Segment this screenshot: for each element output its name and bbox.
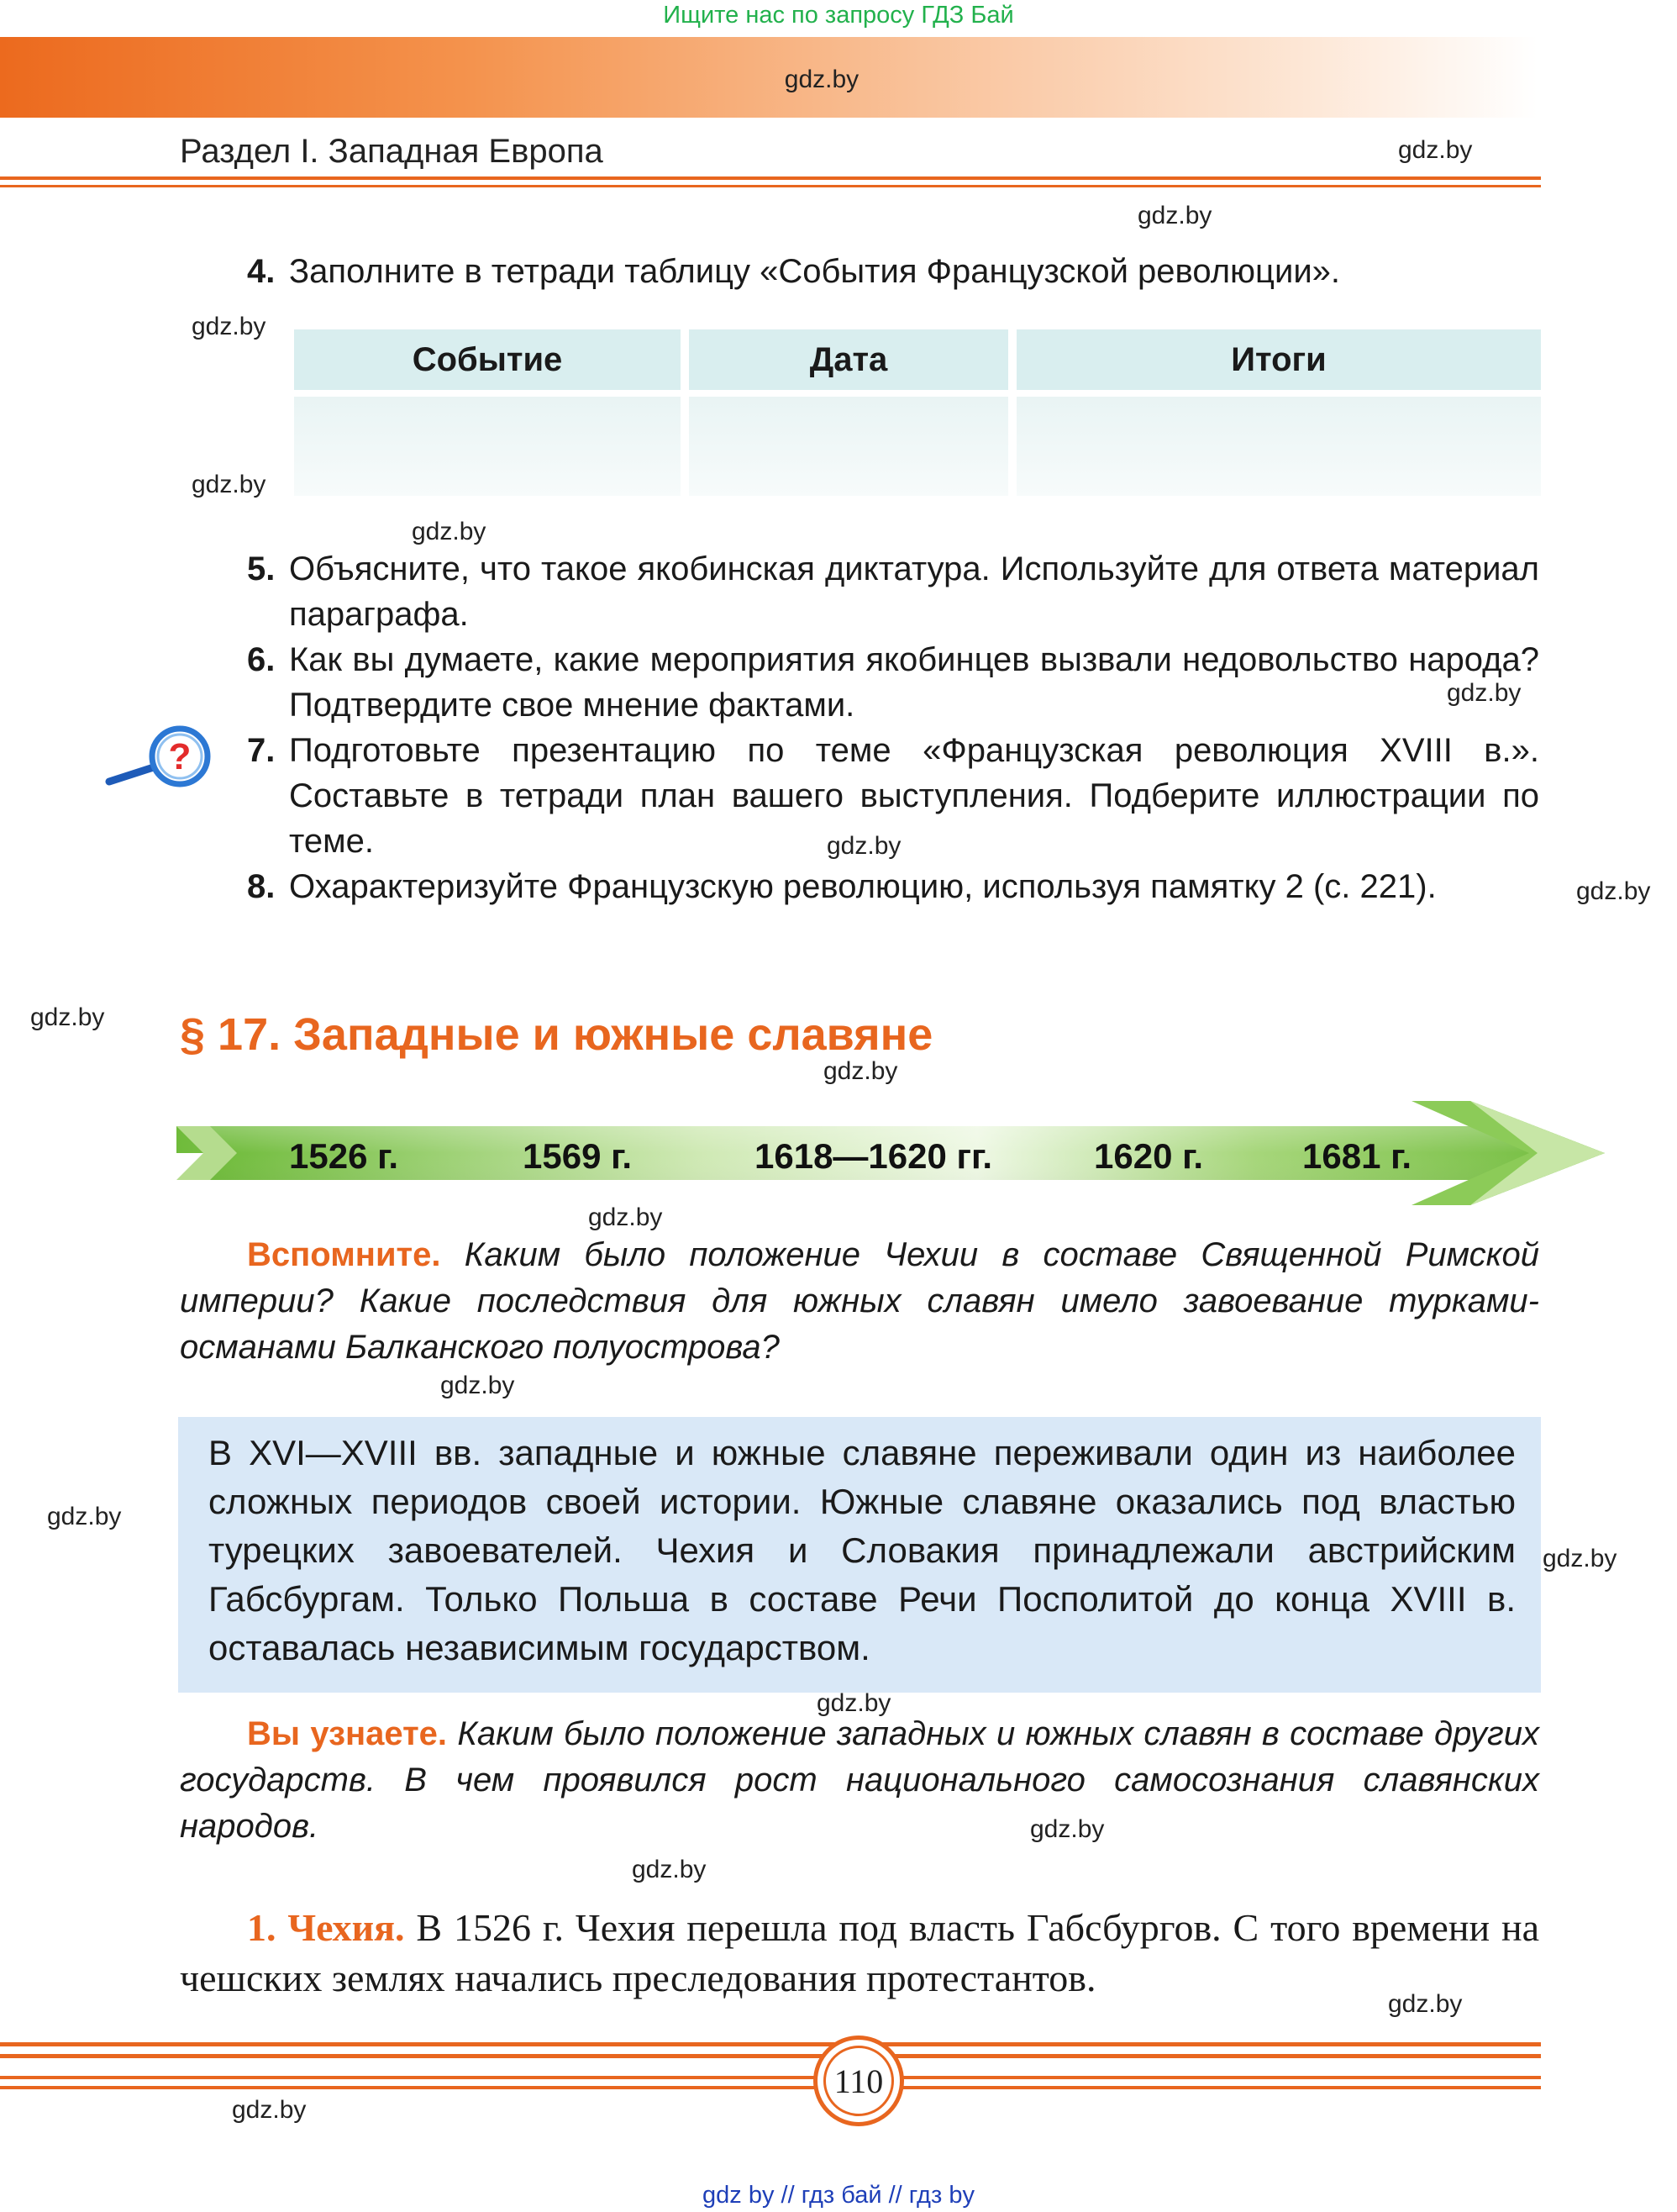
table-cell (294, 397, 681, 496)
section-heading: 1. Чехия. (247, 1906, 405, 1949)
page-number: 110 (823, 2046, 894, 2116)
watermark: gdz.by (1543, 1545, 1617, 1572)
task-text: Заполните в тетради таблицу «События Французской революции». (289, 253, 1341, 290)
task-6 (247, 637, 1539, 728)
top-promo: Ищите нас по запросу ГДЗ Бай (663, 2, 1014, 29)
timeline-year: 1620 г. (1094, 1136, 1204, 1176)
watermark: gdz.by (1138, 202, 1212, 229)
watermark: gdz.by (827, 832, 902, 860)
table-header-cell: Дата (689, 329, 1008, 390)
watermark: gdz.by (232, 2096, 307, 2124)
bottom-links[interactable]: gdz by // гдз бай // гдз by (702, 2182, 975, 2209)
recall-label: Вспомните. (247, 1236, 441, 1273)
watermark: gdz.by (440, 1372, 515, 1399)
recall-block (180, 1232, 1539, 1371)
recall-text: Каким было положение Чехии в составе Священной Римской империи? Какие последствия для южных славян имело завоевание турками-османами Балканского полуострова? (180, 1236, 1539, 1366)
task-8 (247, 864, 1539, 909)
task-text: Объясните, что такое якобинская диктатура. Используйте для ответа материал параграфа. (289, 550, 1539, 633)
watermark: gdz.by (192, 471, 266, 498)
task-number: 5. (247, 550, 276, 587)
watermark: gdz.by (823, 1057, 898, 1085)
svg-text:?: ? (168, 736, 192, 777)
watermark: gdz.by (817, 1689, 891, 1717)
watermark: gdz.by (1576, 877, 1651, 905)
body-text: В 1526 г. Чехия перешла под власть Габсбургов. С того времени на чешских землях начались преследования протестантов. (180, 1906, 1539, 1999)
learn-text: Каким было положение западных и южных славян в составе других государств. В чем проявился рост национального самосознания славянских народов. (180, 1715, 1539, 1845)
paragraph-title: § 17. Западные и южные славяне (180, 1009, 933, 1060)
table-cell (1017, 397, 1541, 496)
timeline-year: 1618—1620 гг. (754, 1136, 992, 1176)
footer-rule (0, 2054, 1541, 2058)
header-rule-top (0, 176, 1541, 180)
table-header-cell: Событие (294, 329, 681, 390)
watermark: gdz.by (1398, 136, 1473, 164)
watermark: gdz.by (30, 1003, 105, 1031)
learn-label: Вы узнаете. (247, 1715, 448, 1752)
section-header: Раздел I. Западная Европа (180, 133, 603, 170)
intro-text: В XVI—XVIII вв. западные и южные славяне переживали один из наиболее сложных периодов своей истории. Южные славяне оказались под властью турецких завоевателей. Чехия и Словакия принадлежали австрийским Габсбургам. Только Польша в составе Речи Посполитой до конца XVIII в. оставалась независимым государством. (208, 1433, 1516, 1667)
watermark: gdz.by (1030, 1815, 1105, 1843)
task-number: 7. (247, 732, 276, 769)
footer-rule (0, 2042, 1541, 2046)
watermark: gdz.by (632, 1856, 707, 1883)
watermark: gdz.by (47, 1503, 122, 1530)
header-rule-bottom (0, 185, 1541, 187)
footer-rule (0, 2076, 1541, 2079)
learn-block (180, 1711, 1539, 1850)
watermark: gdz.by (1447, 679, 1522, 707)
task-number: 6. (247, 641, 276, 678)
banner-watermark: gdz.by (784, 66, 860, 93)
table-header-cell: Итоги (1017, 329, 1541, 390)
task-5 (247, 546, 1539, 637)
task-text: Подготовьте презентацию по теме «Французская революция XVIII в.». Составьте в тетради план вашего выступления. Подберите иллюстрации по теме. (289, 732, 1539, 860)
watermark: gdz.by (588, 1203, 663, 1231)
task-text: Как вы думаете, какие мероприятия якобинцев вызвали недовольство народа? Подтвердите свое мнение фактами. (289, 641, 1539, 724)
task-4 (247, 249, 1539, 294)
watermark: gdz.by (1388, 1990, 1463, 2018)
watermark: gdz.by (192, 313, 266, 340)
timeline-year: 1681 г. (1302, 1136, 1412, 1176)
task-number: 8. (247, 868, 276, 905)
task-text: Охарактеризуйте Французскую революцию, используя памятку 2 (с. 221). (289, 868, 1437, 905)
magnifier-question-icon (103, 723, 220, 798)
body-paragraph (180, 1903, 1539, 2004)
table-cell (689, 397, 1008, 496)
task-number: 4. (247, 253, 276, 290)
footer-rule (0, 2086, 1541, 2089)
timeline-year: 1526 г. (289, 1136, 399, 1176)
timeline-year: 1569 г. (523, 1136, 633, 1176)
watermark: gdz.by (412, 518, 486, 545)
